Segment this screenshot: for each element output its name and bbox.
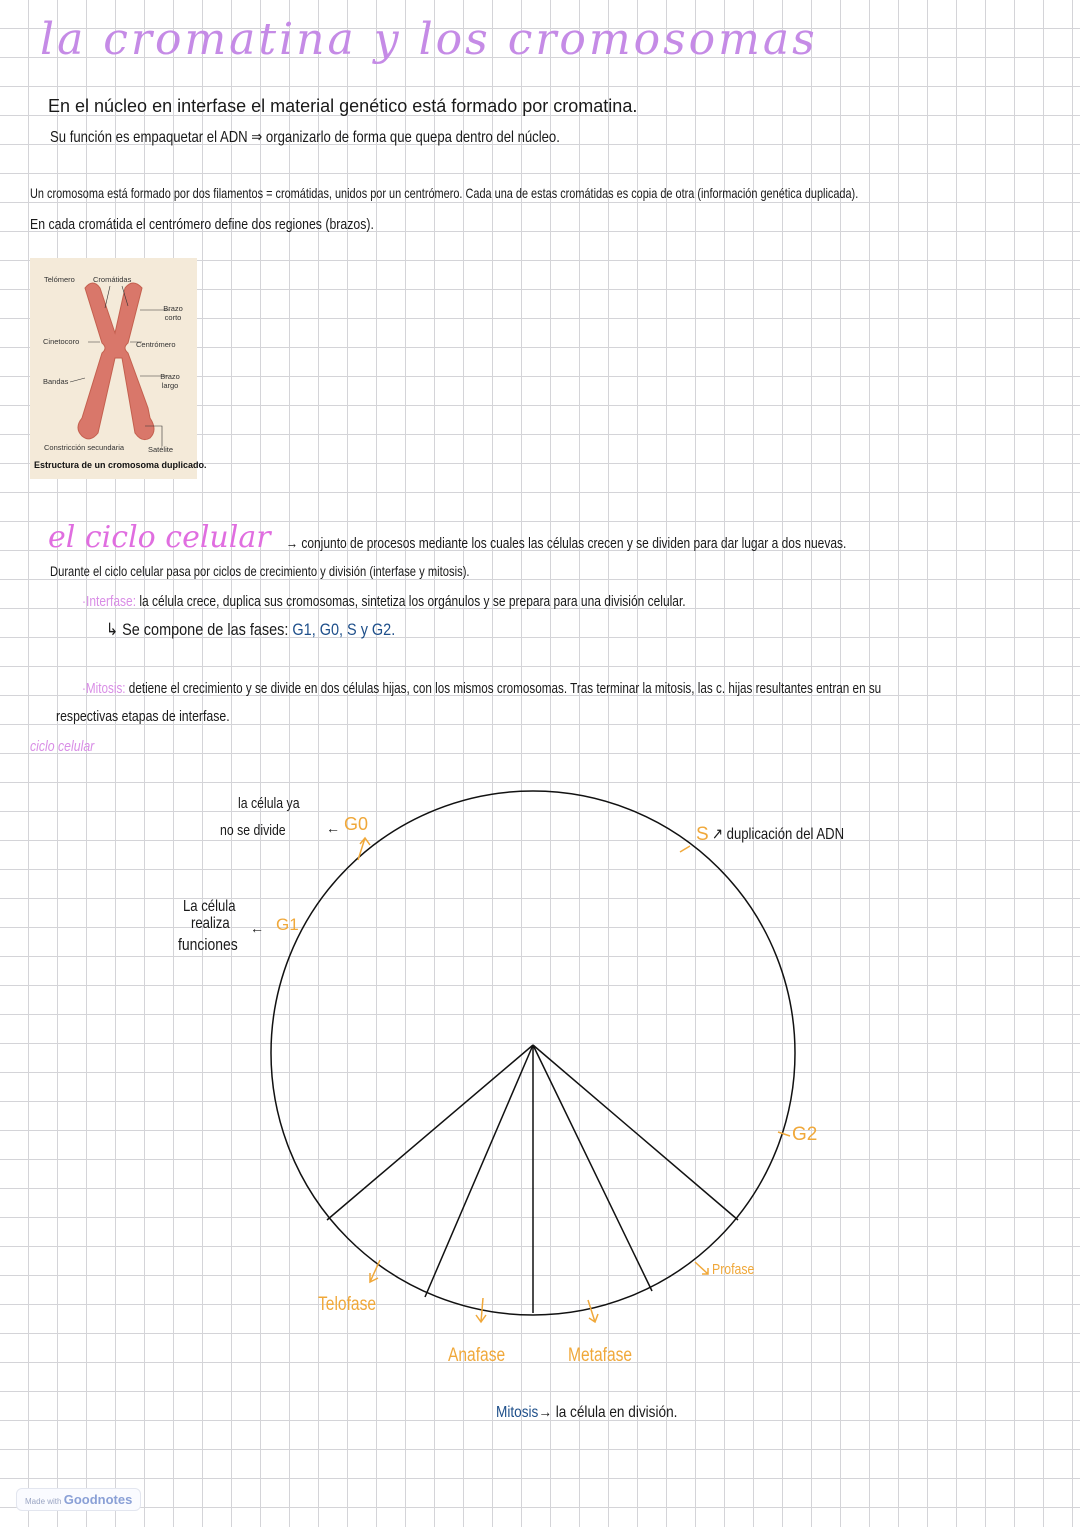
label-g0: G0 bbox=[344, 814, 369, 834]
label-brazo-corto: Brazo corto bbox=[163, 304, 183, 322]
label-g1: G1 bbox=[276, 915, 299, 934]
label-metafase: Metafase bbox=[568, 1345, 633, 1366]
g1-note-3: funciones bbox=[178, 935, 238, 954]
mitosis-label: ·Mitosis: bbox=[82, 680, 126, 697]
g1-note-1: La célula bbox=[183, 898, 236, 915]
goodnotes-badge bbox=[16, 1488, 141, 1511]
intro-line-1: En el núcleo en interfase el material genético está formado por cromatina. bbox=[48, 96, 638, 116]
g0-note-2: no se divide bbox=[220, 822, 286, 839]
g1-arrow: ← bbox=[250, 920, 264, 936]
label-anafase: Anafase bbox=[448, 1345, 506, 1366]
label-cromatidas: Cromátidas bbox=[93, 275, 132, 284]
label-brazo-largo: Brazo largo bbox=[160, 372, 180, 390]
badge-brand: Goodnotes bbox=[63, 1492, 133, 1507]
chromosome-text-2: En cada cromátida el centrómero define dos regiones (brazos). bbox=[30, 216, 374, 233]
label-s: S bbox=[696, 824, 709, 845]
label-g2: G2 bbox=[792, 1124, 818, 1145]
ciclo-line-2: Durante el ciclo celular pasa por ciclos de crecimiento y división (interfase y mitosis). bbox=[50, 563, 470, 579]
diagram-label: ciclo celular bbox=[30, 738, 95, 755]
section-heading-ciclo: el ciclo celular bbox=[48, 520, 271, 555]
intro-line-2: Su función es empaquetar el ADN ⇒ organizarlo de forma que quepa dentro del núcleo. bbox=[50, 129, 560, 146]
label-centromero: Centrómero bbox=[136, 340, 176, 349]
ciclo-definition: → conjunto de procesos mediante los cuales las células crecen y se dividen para dar lugar a dos nuevas. bbox=[286, 535, 847, 552]
s-note: ↗ duplicación del ADN bbox=[712, 826, 845, 843]
g1-note-2: realiza bbox=[191, 915, 230, 932]
mitosis-text: detiene el crecimiento y se divide en dos células hijas, con los mismos cromosomas. Tras terminar la mitosis, las c. hijas resultantes entran en su bbox=[128, 680, 882, 697]
badge-made-with: Made with bbox=[25, 1497, 62, 1506]
interfase-label: ·Interfase: bbox=[82, 593, 137, 610]
mitosis-word: Mitosis bbox=[496, 1404, 539, 1421]
page-title: la cromatina y los cromosomas bbox=[40, 14, 818, 65]
chromosome-text-1: Un cromosoma está formado por dos filamentos = cromátidas, unidos por un centrómero. Cada una de estas cromátidas es copia de otra (información genética duplicada). bbox=[30, 185, 859, 201]
fases-prefix: ↳ Se compone de las fases: bbox=[106, 620, 289, 639]
mitosis-note-text: → la célula en división. bbox=[538, 1404, 678, 1421]
g0-arrow: ← bbox=[326, 820, 340, 836]
label-profase: Profase bbox=[712, 1261, 755, 1278]
label-bandas: Bandas bbox=[43, 377, 69, 386]
label-telofase: Telofase bbox=[318, 1294, 377, 1315]
label-telomero: Telómero bbox=[44, 275, 75, 284]
label-constriccion: Constricción secundaria bbox=[44, 443, 125, 452]
label-satelite: Satélite bbox=[148, 445, 174, 454]
label-cinetocoro: Cinetocoro bbox=[43, 337, 80, 346]
s-note-text: duplicación del ADN bbox=[726, 826, 845, 843]
mitosis-line-2: respectivas etapas de interfase. bbox=[56, 708, 230, 725]
g0-note-1: la célula ya bbox=[238, 795, 300, 812]
mitosis-note bbox=[496, 1404, 677, 1422]
figure-caption: Estructura de un cromosoma duplicado. bbox=[34, 460, 207, 470]
interfase-text: la célula crece, duplica sus cromosomas, sintetiza los orgánulos y se prepara para una división celular. bbox=[139, 593, 686, 610]
fases-list: G1, G0, S y G2. bbox=[292, 620, 396, 639]
